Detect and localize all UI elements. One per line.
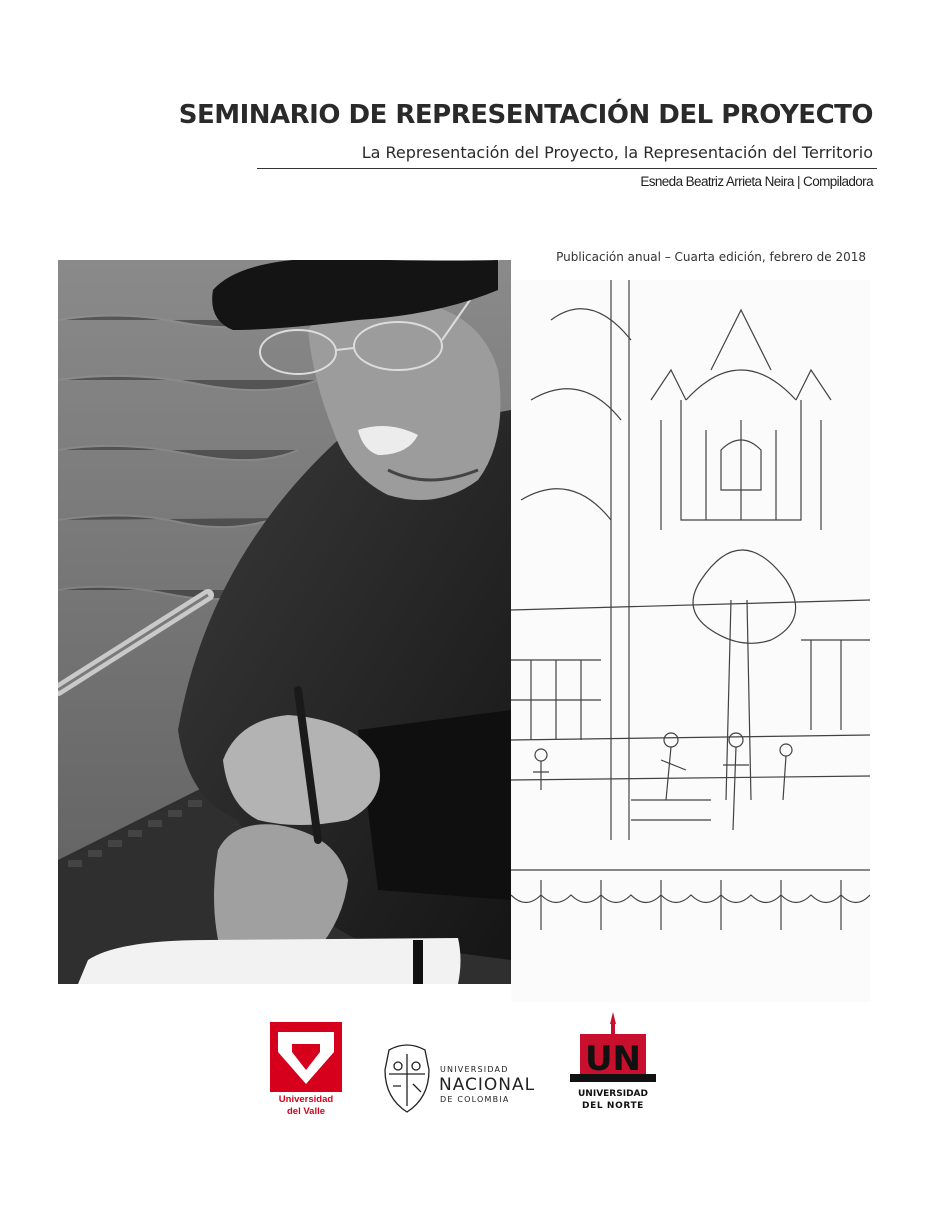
- universidad-del-valle-logo: [270, 1022, 342, 1117]
- svg-text:DE COLOMBIA: DE COLOMBIA: [440, 1095, 510, 1104]
- svg-text:DEL NORTE: DEL NORTE: [582, 1101, 644, 1111]
- svg-text:UNIVERSIDAD: UNIVERSIDAD: [578, 1089, 648, 1099]
- svg-text:Universidad: Universidad: [278, 1094, 334, 1105]
- svg-text:UNIVERSIDAD: UNIVERSIDAD: [440, 1065, 509, 1074]
- compiler-credit: Esneda Beatriz Arrieta Neira | Compiladora: [640, 174, 873, 189]
- book-title: SEMINARIO DE REPRESENTACIÓN DEL PROYECTO: [178, 100, 873, 130]
- svg-text:UN: UN: [584, 1039, 642, 1079]
- universidad-nacional-de-colombia-logo: [379, 1044, 549, 1118]
- universidad-del-norte-logo: [570, 1012, 656, 1112]
- book-subtitle: La Representación del Proyecto, la Representación del Territorio: [361, 143, 873, 162]
- title-divider: [257, 168, 877, 169]
- cover-sketch: [511, 280, 870, 1002]
- publication-info: Publicación anual – Cuarta edición, febrero de 2018: [556, 250, 866, 264]
- svg-text:del Valle: del Valle: [286, 1106, 326, 1117]
- svg-text:NACIONAL: NACIONAL: [439, 1075, 536, 1095]
- cover-photo: [58, 260, 511, 984]
